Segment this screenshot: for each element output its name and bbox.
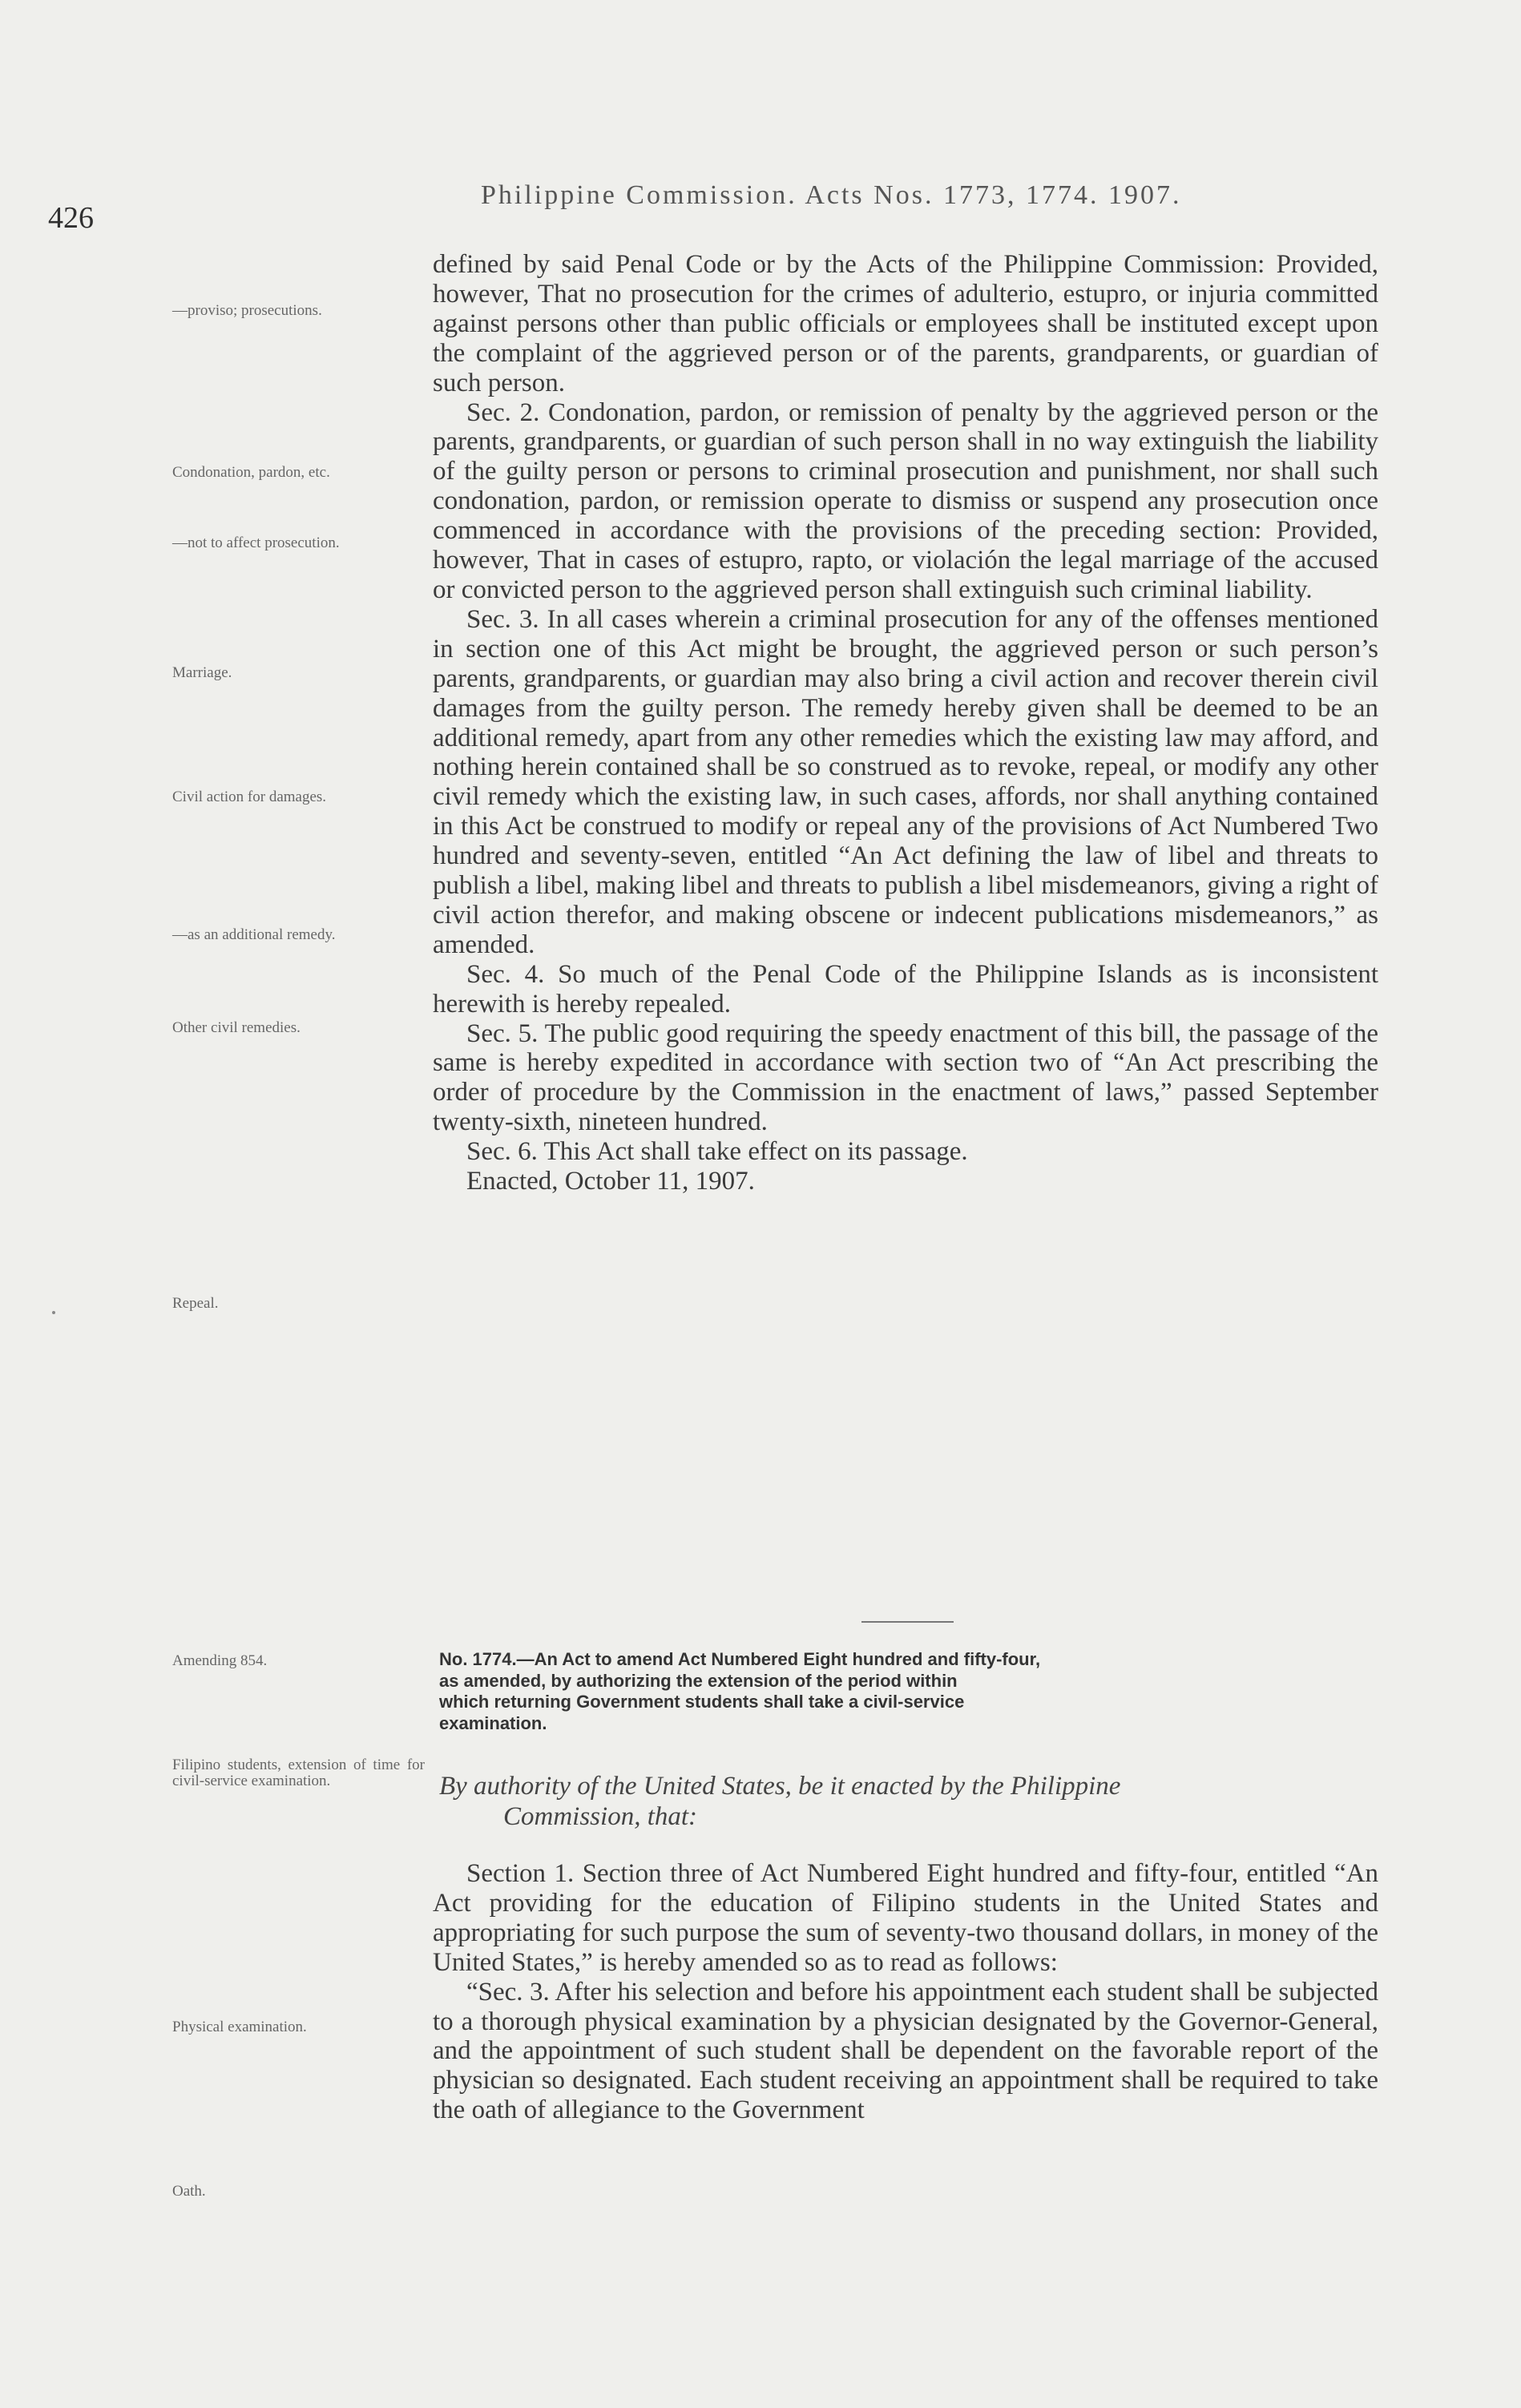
enacted-date: Enacted, October 11, 1907. — [466, 1167, 755, 1196]
margin-note-oath: Oath. — [172, 2183, 206, 2200]
act-1774-quoted-section-3: “Sec. 3. After his selection and before his appointment each student shall be subjected to a thorough physical examination by a physician designated by the Governor-General, and the appointment of such student shall be dependent on the favorable report of the physician so designated. Each student receiving an appointment shall be required to take the oath of allegiance to the Government — [433, 1977, 1378, 2125]
margin-note-condonation: Condonation, pardon, etc. — [172, 464, 330, 481]
act-1773-text — [433, 250, 1378, 1196]
section-4: Sec. 4. So much of the Penal Code of the Philippine Islands as is inconsistent herewith is hereby repealed. — [433, 959, 1378, 1018]
paper-speck — [52, 1311, 55, 1314]
section-5: Sec. 5. The public good requiring the speedy enactment of this bill, the passage of the same is hereby expedited in accordance with section two of “An Act prescribing the order of procedure by the Commission in the enactment of laws,” passed September twenty-sixth, nineteen hundred. — [433, 1018, 1378, 1137]
margin-note-other-remedies: Other civil remedies. — [172, 1019, 301, 1036]
margin-note-amending: Amending 854. — [172, 1652, 268, 1669]
act-1774-text — [433, 1859, 1378, 2125]
margin-note-marriage: Marriage. — [172, 664, 232, 681]
running-head: Philippine Commission. Acts Nos. 1773, 1774. 1907. — [481, 180, 1182, 210]
margin-note-additional-remedy: —as an additional remedy. — [172, 926, 336, 943]
margin-note-civil-action: Civil action for damages. — [172, 789, 327, 805]
margin-note-physical-exam: Physical examination. — [172, 2019, 307, 2035]
act-1774-heading — [439, 1649, 1378, 1734]
enacting-clause-line: By authority of the United States, be it enacted by the Philippine — [439, 1772, 1121, 1801]
enacting-clause — [439, 1771, 1378, 1832]
section-2: Sec. 2. Condonation, pardon, or remission of penalty by the aggrieved person or the parents, grandparents, or guardian of such person shall in no way extinguish the liability of the guilty person or persons to criminal prosecution and punishment, nor shall such condonation, pardon, or remission operate to dismiss or suspend any prosecution once commenced in accordance with the provisions of the preceding section: Provided, however, That in cases of estupro, rapto, or violación the legal marriage of the accused or convicted person to the aggrieved person shall extinguish such criminal liability. — [433, 397, 1378, 604]
margin-note-filipino-students: Filipino students, extension of time for civil-service examination. — [172, 1757, 425, 1789]
margin-note-not-to-affect: —not to affect prosecution. — [172, 534, 340, 551]
margin-note-repeal: Repeal. — [172, 1295, 219, 1312]
enacting-clause-line: Commission, that: — [503, 1802, 698, 1831]
section-6: Sec. 6. This Act shall take effect on its passage. — [466, 1137, 968, 1167]
section-divider — [861, 1621, 954, 1623]
act-1774-section-1: Section 1. Section three of Act Numbered Eight hundred and fifty-four, entitled “An Act providing for the education of Filipino students in the United States and appropriating for such purpose the sum of seventy-two thousand dollars, in money of the United States,” is hereby amended so as to read as follows: — [433, 1859, 1378, 1977]
section-3: Sec. 3. In all cases wherein a criminal prosecution for any of the offenses mentioned in section one of this Act might be brought, the aggrieved person or such person’s parents, grandparents, or guardian may also bring a civil action and recover therein civil damages from the guilty person. The remedy hereby given shall be deemed to be an additional remedy, apart from any other remedies which the existing law may afford, and nothing herein contained shall be so construed as to revoke, repeal, or modify any other civil remedy which the existing law, in such cases, affords, nor shall anything contained in this Act be construed to modify or repeal any of the provisions of Act Numbered Two hundred and seventy-seven, entitled “An Act defining the law of libel and threats to publish a libel, making libel and threats to publish a libel misdemeanors, giving a right of civil action therefor, and making obscene or indecent publications misdemeanors,” as amended. — [433, 604, 1378, 959]
act-heading-line: examination. — [439, 1712, 547, 1733]
act-heading-line: which returning Government students shall take a civil-service — [439, 1692, 965, 1712]
act-heading-line: as amended, by authorizing the extension of the period within — [439, 1670, 958, 1691]
margin-note-proviso: —proviso; prosecutions. — [172, 302, 322, 319]
proviso-paragraph: defined by said Penal Code or by the Acts of the Philippine Commission: Provided, however, That no prosecution for the crimes of adulterio, estupro, or injuria committed against persons other than public officials or employees shall be instituted except upon the complaint of the aggrieved person or of the parents, grandparents, or guardian of such person. — [433, 250, 1378, 397]
act-heading-line: No. 1774.—An Act to amend Act Numbered Eight hundred and fifty-four, — [439, 1649, 1041, 1669]
page-number: 426 — [48, 201, 94, 235]
